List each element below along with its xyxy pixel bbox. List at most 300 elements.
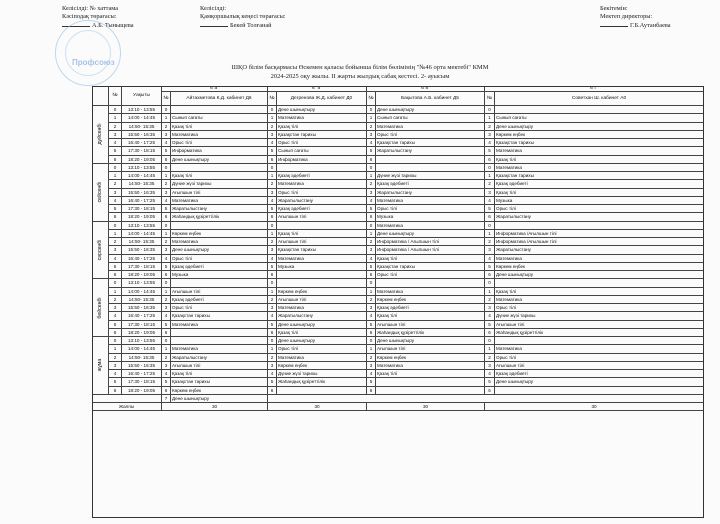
lesson-number: 3 — [109, 189, 122, 197]
lesson-slot-number: 4 — [485, 312, 495, 320]
lesson-time: 17:30 - 18:15 — [122, 147, 162, 155]
lesson-subject: Орыс тілі — [495, 304, 704, 312]
lesson-slot-number: 4 — [162, 197, 171, 205]
total-row — [92, 403, 704, 411]
lesson-subject — [277, 164, 367, 172]
header-middle — [200, 5, 286, 30]
lesson-subject: Математика — [171, 131, 268, 139]
table-row — [92, 288, 704, 296]
total-hours: 30 — [162, 403, 268, 411]
lesson-slot-number: 5 — [367, 263, 376, 271]
day-label-cell — [92, 106, 109, 164]
header-teacher-1: Дегренова Ж.Д. кабинет Д0 — [277, 92, 367, 106]
table-row — [92, 164, 704, 172]
lesson-subject: Қазақстан тарихы — [376, 139, 485, 147]
lesson-slot-number: 6 — [268, 387, 277, 395]
lesson-time: 14:00 - 14:45 — [122, 288, 162, 296]
signature-line — [600, 26, 628, 27]
lesson-slot-number: 6 — [485, 271, 495, 279]
lesson-number: 0 — [109, 337, 122, 345]
lesson-number: 0 — [109, 222, 122, 230]
lesson-slot-number: 2 — [268, 238, 277, 246]
lesson-slot-number: 4 — [162, 255, 171, 263]
lesson-slot-number: 0 — [367, 337, 376, 345]
lesson-slot-number: 3 — [268, 304, 277, 312]
lesson-number: 2 — [109, 180, 122, 188]
lesson-slot-number: 5 — [268, 205, 277, 213]
lesson-subject: Информатика / Ағылшын тілі — [376, 246, 485, 254]
lesson-slot-number: 0 — [485, 164, 495, 172]
lesson-slot-number: 5 — [485, 147, 495, 155]
lesson-slot-number: 5 — [162, 263, 171, 271]
lesson-slot-number: 6 — [268, 213, 277, 221]
header-teacher-3: Советхан Ш. кабинет А0 — [495, 92, 704, 106]
lesson-time: 18:20 - 19:05 — [122, 387, 162, 395]
lesson-slot-number: 5 — [367, 205, 376, 213]
lesson-number: 3 — [109, 131, 122, 139]
lesson-time: 15:50 - 16:35 — [122, 189, 162, 197]
lesson-slot-number: 4 — [485, 255, 495, 263]
lesson-slot-number: 1 — [268, 288, 277, 296]
table-row — [92, 131, 704, 139]
lesson-slot-number: 0 — [367, 279, 376, 287]
lesson-subject: Көркем еңбек — [277, 288, 367, 296]
header-subnum-1: № — [268, 92, 277, 106]
lesson-time: 16:40 - 17:25 — [122, 139, 162, 147]
lesson-time: 18:20 - 19:05 — [122, 156, 162, 164]
lesson-number: 1 — [109, 288, 122, 296]
lesson-subject: Ағылшын тілі — [277, 238, 367, 246]
lesson-slot-number: 3 — [485, 304, 495, 312]
table-row — [92, 354, 704, 362]
lesson-slot-number: 4 — [162, 139, 171, 147]
lesson-subject: Ағылшын тілі — [277, 296, 367, 304]
lesson-slot-number: 5 — [367, 321, 376, 329]
table-row — [92, 370, 704, 378]
lesson-subject: Музыка — [376, 213, 485, 221]
lesson-slot-number: 4 — [367, 255, 376, 263]
lesson-time: 13:10 - 13:55 — [122, 106, 162, 114]
lesson-slot-number: 2 — [367, 123, 376, 131]
day-label-cell — [92, 279, 109, 337]
lesson-subject: Қазақстан тарихы — [277, 131, 367, 139]
lesson-slot-number: 2 — [162, 238, 171, 246]
lesson-slot-number: 3 — [485, 362, 495, 370]
lesson-subject: Ағылшын тілі — [376, 321, 485, 329]
lesson-slot-number: 3 — [367, 304, 376, 312]
lesson-slot-number: 5 — [485, 205, 495, 213]
lesson-subject: Сынып сағаты — [376, 114, 485, 122]
lesson-slot-number: 3 — [162, 246, 171, 254]
lesson-time: 13:10 - 13:55 — [122, 337, 162, 345]
lesson-slot-number: 4 — [268, 255, 277, 263]
lesson-slot-number: 1 — [162, 288, 171, 296]
lesson-number: 4 — [109, 197, 122, 205]
lesson-subject — [495, 337, 704, 345]
lesson-subject: Ағылшын тілі — [495, 362, 704, 370]
lesson-slot-number: 1 — [162, 230, 171, 238]
lesson-number: 4 — [109, 255, 122, 263]
lesson-time: 14:50- 15:35 — [122, 238, 162, 246]
header-class-3: 6"г" — [485, 86, 704, 92]
lesson-subject: Жаратылыстану — [495, 213, 704, 221]
lesson-subject: Көркем еңбек — [171, 230, 268, 238]
lesson-slot-number: 3 — [367, 131, 376, 139]
table-row — [92, 312, 704, 320]
lesson-slot-number: 4 — [268, 370, 277, 378]
lesson-subject — [277, 271, 367, 279]
lesson-subject: Сынып сағаты — [495, 114, 704, 122]
lesson-slot-number: 1 — [485, 230, 495, 238]
lesson-subject: Жаратылыстану — [495, 246, 704, 254]
header-subnum-2: № — [367, 92, 376, 106]
lesson-slot-number: 2 — [367, 180, 376, 188]
lesson-subject: Музыка — [171, 271, 268, 279]
lesson-subject: Орыс тілі — [171, 139, 268, 147]
lesson-subject: Көркем еңбек — [495, 263, 704, 271]
header-subnum-3: № — [485, 92, 495, 106]
lesson-subject: Дене шынықтыру — [171, 246, 268, 254]
lesson-subject — [171, 279, 268, 287]
lesson-number: 2 — [109, 238, 122, 246]
lesson-number: 6 — [109, 329, 122, 337]
lesson-slot-number: 5 — [162, 378, 171, 386]
lesson-subject: Қазақ тілі — [171, 370, 268, 378]
lesson-number: 4 — [109, 312, 122, 320]
lesson-subject: Дене шынықтыру — [171, 395, 268, 403]
lesson-slot-number: 0 — [162, 337, 171, 345]
lesson-number: 1 — [109, 345, 122, 353]
day-name: сәрсенбі — [97, 239, 103, 261]
lesson-slot-number: 2 — [485, 238, 495, 246]
lesson-slot-number: 5 — [485, 263, 495, 271]
header-class-1: 6 "ә" — [268, 86, 367, 92]
table-row — [92, 180, 704, 188]
lesson-subject: Қазақ тілі — [376, 312, 485, 320]
table-row — [92, 362, 704, 370]
lesson-slot-number: 3 — [268, 362, 277, 370]
lesson-slot-number: 2 — [162, 354, 171, 362]
lesson-slot-number: 4 — [367, 197, 376, 205]
lesson-number: 4 — [109, 139, 122, 147]
lesson-slot-number: 6 — [162, 329, 171, 337]
table-row — [92, 139, 704, 147]
lesson-slot-number: 5 — [367, 147, 376, 155]
lesson-subject: Орыс тілі — [277, 345, 367, 353]
lesson-subject: Дене шынықтыру — [495, 123, 704, 131]
table-row — [92, 213, 704, 221]
lesson-number: 1 — [109, 114, 122, 122]
lesson-slot-number: 1 — [485, 288, 495, 296]
lesson-time: 13:10 - 13:55 — [122, 222, 162, 230]
lesson-subject: Орыс тілі — [277, 139, 367, 147]
lesson-subject: Қазақ әдебиеті — [495, 370, 704, 378]
lesson-slot-number: 1 — [367, 288, 376, 296]
lesson-subject: Қазақ тілі — [171, 123, 268, 131]
lesson-slot-number: 0 — [268, 337, 277, 345]
lesson-number: 6 — [109, 213, 122, 221]
lesson-slot-number: 3 — [485, 131, 495, 139]
lesson-slot-number: 6 — [485, 329, 495, 337]
lesson-slot-number: 3 — [367, 246, 376, 254]
union-stamp — [55, 20, 121, 86]
lesson-subject: Математика — [495, 296, 704, 304]
lesson-slot-number: 2 — [162, 180, 171, 188]
total-hours: 30 — [367, 403, 485, 411]
lesson-subject: Қазақ әдебиеті — [495, 180, 704, 188]
lesson-subject: Көркем еңбек — [171, 387, 268, 395]
signature-line — [200, 26, 228, 27]
lesson-subject: Дүние жүзі тарихы — [376, 172, 485, 180]
lesson-subject — [495, 279, 704, 287]
lesson-subject: Информатика /Ағылшын тілі — [495, 230, 704, 238]
lesson-slot-number: 4 — [367, 139, 376, 147]
lesson-subject: Қазақ тілі — [495, 189, 704, 197]
lesson-slot-number: 4 — [162, 370, 171, 378]
lesson-subject: Математика — [376, 222, 485, 230]
lesson-subject: Дене шынықтыру — [277, 337, 367, 345]
header-class-2: 6"в" — [367, 86, 485, 92]
lesson-number: 0 — [109, 106, 122, 114]
lesson-slot-number: 4 — [485, 197, 495, 205]
lesson-subject: Орыс тілі — [376, 271, 485, 279]
lesson-time: 15:50 - 16:35 — [122, 246, 162, 254]
title-line1: ШҚО білім басқармасы Өскемен қаласы бойынша білім бөлімінің "№46 орта мектебі" КММ — [231, 64, 489, 71]
lesson-slot-number: 0 — [268, 164, 277, 172]
lesson-slot-number: 1 — [367, 230, 376, 238]
lesson-subject: Математика — [277, 180, 367, 188]
lesson-subject: Ағылшын тілі — [171, 189, 268, 197]
header-right — [600, 5, 671, 30]
lesson-subject: Математика — [171, 238, 268, 246]
lesson-slot-number: 5 — [162, 147, 171, 155]
lesson-time: 14:00 - 14:45 — [122, 230, 162, 238]
lesson-slot-number: 0 — [268, 106, 277, 114]
lesson-slot-number: 1 — [162, 172, 171, 180]
lesson-time: 14:50- 15:35 — [122, 354, 162, 362]
lesson-slot-number: 1 — [268, 345, 277, 353]
lesson-slot-number: 3 — [367, 189, 376, 197]
lesson-slot-number: 4 — [268, 139, 277, 147]
lesson-subject — [376, 387, 485, 395]
lesson-slot-number: 2 — [485, 354, 495, 362]
lesson-slot-number: 0 — [485, 279, 495, 287]
lesson-number: 5 — [109, 205, 122, 213]
lesson-time: 15:50 - 16:35 — [122, 304, 162, 312]
total-label: Жалпы — [92, 403, 162, 411]
lesson-subject: Математика — [495, 345, 704, 353]
lesson-subject: Жаратылыстану — [277, 312, 367, 320]
lesson-number: 5 — [109, 263, 122, 271]
table-row — [92, 197, 704, 205]
lesson-number: 5 — [109, 321, 122, 329]
lesson-slot-number: 6 — [367, 271, 376, 279]
lesson-time: 16:40 - 17:25 — [122, 312, 162, 320]
table-row — [92, 279, 704, 287]
lesson-slot-number: 3 — [162, 362, 171, 370]
day-name: бейсенбі — [97, 297, 103, 319]
lesson-slot-number: 6 — [162, 213, 171, 221]
lesson-slot-number: 5 — [268, 263, 277, 271]
table-row — [92, 329, 704, 337]
table-row — [92, 172, 704, 180]
lesson-subject: Орыс тілі — [376, 131, 485, 139]
table-row — [92, 304, 704, 312]
table-row — [92, 106, 704, 114]
table-row — [92, 321, 704, 329]
lesson-number: 2 — [109, 123, 122, 131]
lesson-slot-number: 3 — [268, 246, 277, 254]
lesson-subject: Қазақ тілі — [376, 255, 485, 263]
lesson-slot-number: 0 — [485, 106, 495, 114]
lesson-slot-number: 2 — [268, 180, 277, 188]
lesson-slot-number: 2 — [485, 296, 495, 304]
lesson-slot-number: 3 — [268, 189, 277, 197]
lesson-number: 1 — [109, 230, 122, 238]
table-row — [92, 156, 704, 164]
lesson-time: 18:20 - 19:05 — [122, 213, 162, 221]
lesson-time: 17:30 - 18:15 — [122, 378, 162, 386]
lesson-subject: Қазақ әдебиеті — [277, 172, 367, 180]
lesson-slot-number: 6 — [162, 156, 171, 164]
header-teacher-2: Бақытова А.Б. кабинет Д5 — [376, 92, 485, 106]
lesson-subject: Көркем еңбек — [376, 354, 485, 362]
lesson-subject — [277, 387, 367, 395]
lesson-subject: Информатика / Ағылшын тілі — [376, 238, 485, 246]
lesson-subject: Ағылшын тілі — [376, 345, 485, 353]
lesson-subject: Жаратылыстану — [171, 354, 268, 362]
lesson-subject — [171, 329, 268, 337]
table-row — [92, 205, 704, 213]
lesson-subject — [376, 156, 485, 164]
lesson-slot-number: 5 — [485, 321, 495, 329]
lesson-slot-number: 5 — [162, 321, 171, 329]
lesson-subject: Көркем еңбек — [277, 362, 367, 370]
table-row — [92, 123, 704, 131]
header-time: Уақыты — [122, 86, 162, 106]
lesson-slot-number: 4 — [367, 370, 376, 378]
header-class-0: 6"а" — [162, 86, 268, 92]
table-row — [92, 114, 704, 122]
lesson-slot-number: 7 — [162, 395, 171, 403]
table-row — [92, 378, 704, 386]
lesson-number: 4 — [109, 370, 122, 378]
lesson-slot-number: 6 — [485, 156, 495, 164]
lesson-slot-number: 0 — [367, 164, 376, 172]
lesson-time: 16:40 - 17:25 — [122, 255, 162, 263]
lesson-subject: Жаһандық құзіреттілік — [495, 329, 704, 337]
lesson-slot-number: 1 — [367, 345, 376, 353]
header-teacher-0: Айтахметова К.Д. кабинет Д6 — [171, 92, 268, 106]
lesson-subject: Математика — [277, 354, 367, 362]
lesson-subject: Қазақ тілі — [277, 230, 367, 238]
lesson-slot-number: 2 — [268, 123, 277, 131]
lesson-slot-number: 5 — [367, 378, 376, 386]
lesson-subject — [376, 378, 485, 386]
lesson-subject: Математика — [171, 345, 268, 353]
lesson-slot-number: 5 — [162, 205, 171, 213]
lesson-slot-number: 0 — [268, 279, 277, 287]
lesson-number: 6 — [109, 156, 122, 164]
day-name: дүйсенбі — [97, 123, 103, 145]
lesson-time: 17:30 - 18:15 — [122, 321, 162, 329]
lesson-subject: Көркем еңбек — [376, 296, 485, 304]
lesson-subject: Математика — [277, 114, 367, 122]
lesson-subject: Орыс тілі — [495, 354, 704, 362]
lesson-subject — [171, 106, 268, 114]
lesson-number: 3 — [109, 304, 122, 312]
header-left-line2: Кәсіподақ төрағасы: — [62, 13, 117, 21]
lesson-slot-number: 0 — [367, 106, 376, 114]
lesson-slot-number: 0 — [162, 106, 171, 114]
header-day-blank — [92, 86, 109, 106]
lesson-subject: Информатика /Ағылшын тілі — [495, 238, 704, 246]
schedule-table — [92, 86, 704, 518]
lesson-subject: Жаратылыстану — [277, 197, 367, 205]
lesson-time: 14:50- 15:35 — [122, 296, 162, 304]
lesson-subject: Жаратылыстану — [376, 189, 485, 197]
header-left-line1: Келісілді: № хаттама — [62, 5, 119, 12]
lesson-slot-number: 1 — [485, 114, 495, 122]
day-label-cell — [92, 164, 109, 222]
lesson-slot-number: 1 — [367, 172, 376, 180]
lesson-subject: Ағылшын тілі — [495, 321, 704, 329]
table-row — [92, 263, 704, 271]
lesson-subject: Жаһандық құзіреттілік — [171, 213, 268, 221]
header-mid-line1: Келісілді: — [200, 5, 227, 12]
lesson-time: 14:00 - 14:45 — [122, 172, 162, 180]
lesson-subject: Дене шынықтыру — [495, 378, 704, 386]
lesson-slot-number: 2 — [162, 296, 171, 304]
lesson-number: 6 — [109, 387, 122, 395]
lesson-number: 3 — [109, 362, 122, 370]
lesson-subject: Ағылшын тілі — [277, 213, 367, 221]
lesson-slot-number: 0 — [268, 222, 277, 230]
lesson-subject — [277, 279, 367, 287]
lesson-slot-number: 6 — [268, 271, 277, 279]
title-line2: 2024-2025 оқу жылы. II жарты жылдық сабақ кестесі. 2- ауысым — [270, 72, 450, 80]
lesson-subject: Қазақстан тарихы — [277, 246, 367, 254]
lesson-slot-number: 6 — [367, 156, 376, 164]
lesson-slot-number: 5 — [268, 321, 277, 329]
table-row — [92, 345, 704, 353]
day-name: сейсенбі — [97, 181, 103, 203]
document-title — [150, 64, 570, 81]
lesson-subject — [495, 387, 704, 395]
lesson-slot-number: 3 — [162, 304, 171, 312]
lesson-slot-number: 3 — [268, 131, 277, 139]
header-mid-line2: Қамқоршылық кеңесі төрағасы: — [200, 13, 286, 21]
lesson-slot-number: 1 — [268, 172, 277, 180]
lesson-slot-number: 2 — [485, 123, 495, 131]
lesson-subject: Музыка — [277, 263, 367, 271]
lesson-subject — [376, 279, 485, 287]
lesson-subject: Дене шынықтыру — [277, 106, 367, 114]
lesson-number: 6 — [109, 271, 122, 279]
lesson-subject: Қазақ тілі — [277, 329, 367, 337]
lesson-subject: Сынып сағаты — [277, 147, 367, 155]
lesson-subject: Математика — [277, 304, 367, 312]
lesson-slot-number: 3 — [485, 189, 495, 197]
lesson-subject: Дүние жүзі тарихы — [171, 180, 268, 188]
lesson-slot-number: 2 — [367, 296, 376, 304]
lesson-slot-number: 6 — [485, 213, 495, 221]
lesson-subject: Орыс тілі — [171, 304, 268, 312]
lesson-slot-number: 6 — [367, 213, 376, 221]
lesson-subject: Музыка — [495, 197, 704, 205]
lesson-subject: Дүние жүзі тарихы — [277, 370, 367, 378]
lesson-time: 18:20 - 19:05 — [122, 271, 162, 279]
